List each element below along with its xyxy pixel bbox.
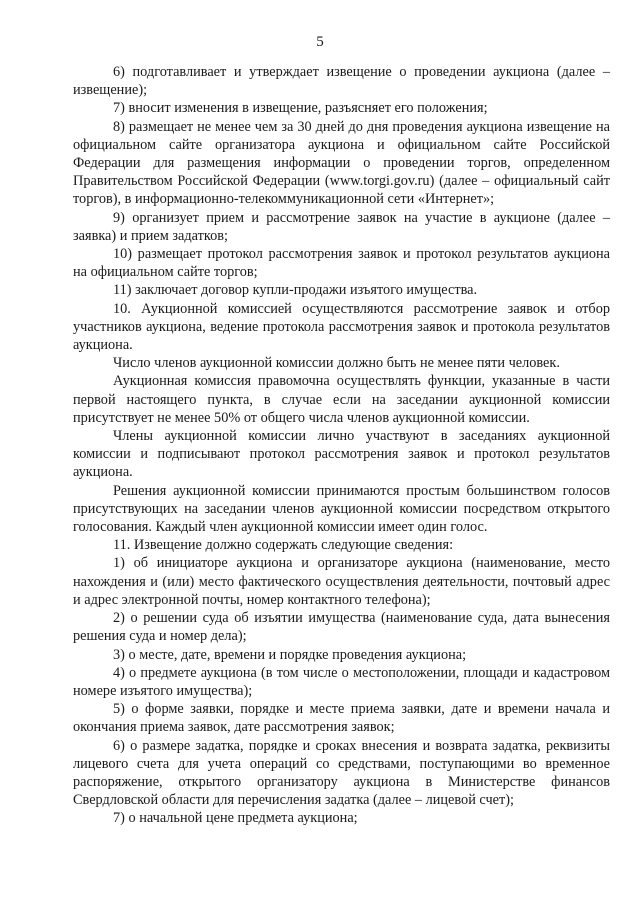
paragraph: 5) о форме заявки, порядке и месте приема заявки, дате и времени начала и окончания приема заявок, дате рассмотрения заявок; xyxy=(73,701,610,736)
paragraph: 8) размещает не менее чем за 30 дней до дня проведения аукциона извещение на официальном сайте организатора аукциона и официальном сайте Российской Федерации для размещения информации о проведении торгов, определенном Правительством Российской Федерации (www.torgi.gov.ru) (далее – официальный сайт торгов), в информационно-телекоммуникационной сети «Интернет»; xyxy=(73,118,610,208)
paragraph: 3) о месте, дате, времени и порядке проведения аукциона; xyxy=(113,646,467,663)
paragraph: Члены аукционной комиссии лично участвуют в заседаниях аукционной комиссии и подписывают протокол рассмотрения заявок и протокол результатов аукциона. xyxy=(73,428,610,481)
paragraph: 7) о начальной цене предмета аукциона; xyxy=(113,810,358,827)
paragraph: 11) заключает договор купли-продажи изъятого имущества. xyxy=(113,282,478,299)
paragraph: 9) организует прием и рассмотрение заявок на участие в аукционе (далее – заявка) и прием задатков; xyxy=(73,209,610,244)
paragraph: 1) об инициаторе аукциона и организаторе аукциона (наименование, место нахождения и (или) место фактического осуществления деятельности, почтовый адрес и адрес электронной почты, номер контактного телефона); xyxy=(73,555,610,608)
paragraph: Решения аукционной комиссии принимаются простым большинством голосов присутствующих на заседании членов аукционной комиссии посредством открытого голосования. Каждый член аукционной комиссии имеет один голос. xyxy=(73,482,610,536)
paragraph: 10. Аукционной комиссией осуществляются рассмотрение заявок и отбор участников аукциона, ведение протокола рассмотрения заявок и протокола результатов аукциона. xyxy=(73,300,610,354)
paragraph: 6) о размере задатка, порядке и сроках внесения и возврата задатка, реквизиты лицевого счета для учета операций со средствами, поступающими во временное распоряжение, открытого организатору аукциона в Министерстве финансов Свердловской области для перечисления задатка (далее – лицевой счет); xyxy=(73,737,610,809)
paragraph: 10) размещает протокол рассмотрения заявок и протокол результатов аукциона на официальном сайте торгов; xyxy=(73,246,610,281)
paragraph: 11. Извещение должно содержать следующие сведения: xyxy=(113,537,454,554)
document-body xyxy=(73,63,610,828)
page-number: 5 xyxy=(316,34,324,50)
paragraph: 6) подготавливает и утверждает извещение о проведении аукциона (далее – извещение); xyxy=(73,64,610,99)
paragraph: Число членов аукционной комиссии должно быть не менее пяти человек. xyxy=(113,355,560,372)
paragraph: 2) о решении суда об изъятии имущества (наименование суда, дата вынесения решения суда и номер дела); xyxy=(73,610,610,645)
paragraph: Аукционная комиссия правомочна осуществлять функции, указанные в части первой настоящего пункта, в случае если на заседании аукционной комиссии присутствует не менее 50% от общего числа членов аукционной комиссии. xyxy=(73,373,610,426)
paragraph: 7) вносит изменения в извещение, разъясняет его положения; xyxy=(113,100,488,117)
paragraph: 4) о предмете аукциона (в том числе о местоположении, площади и кадастровом номере изъятого имущества); xyxy=(73,664,610,699)
